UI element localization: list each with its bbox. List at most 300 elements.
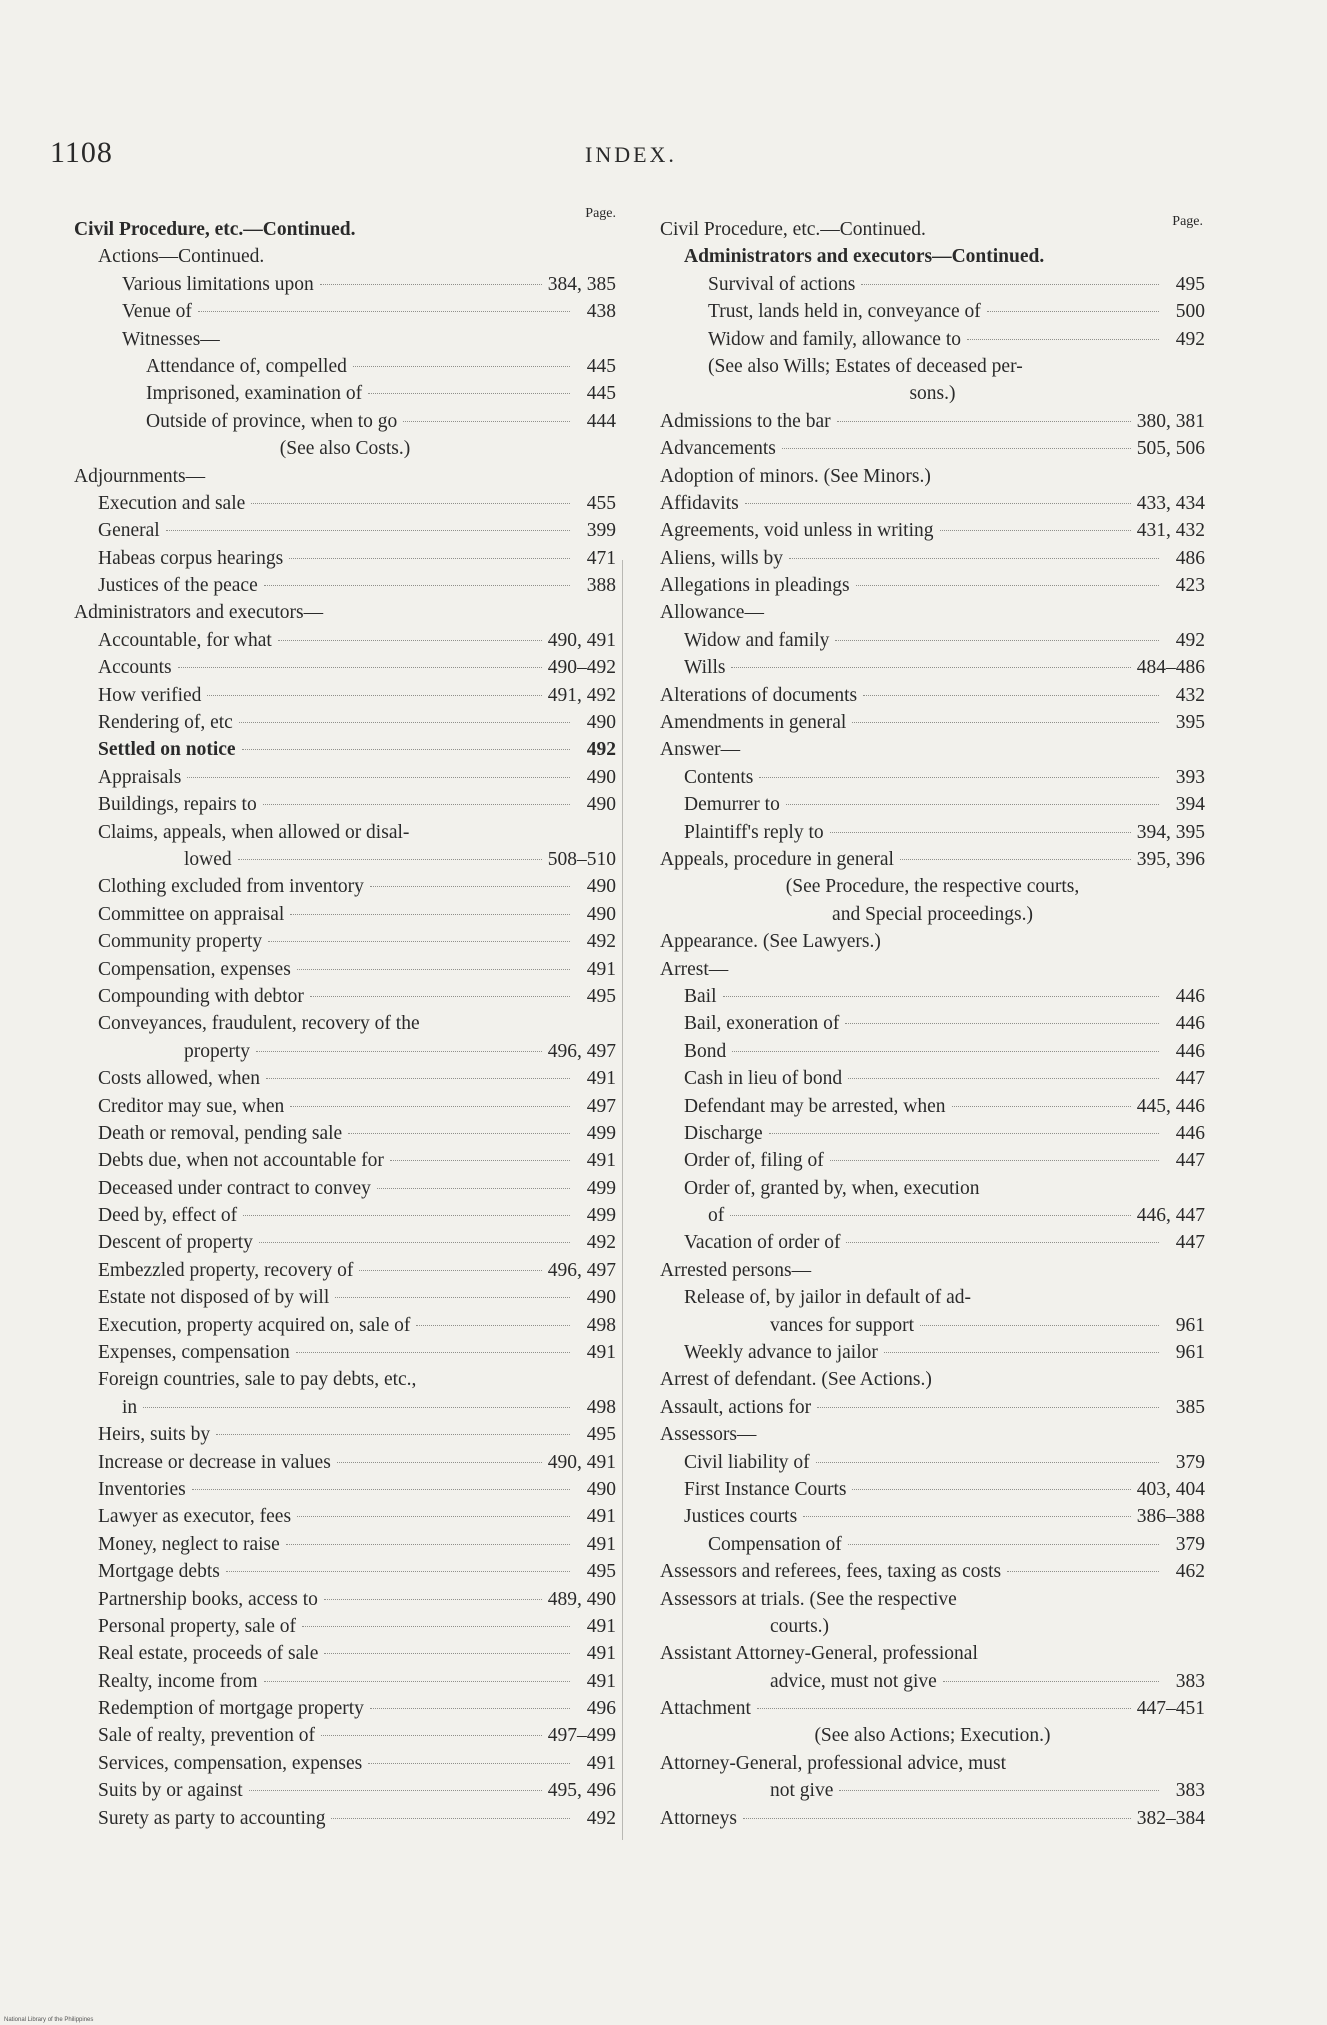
index-entry	[74, 1503, 616, 1530]
entry-text: Contents	[684, 766, 754, 788]
entry-page-ref: 491	[586, 1533, 616, 1555]
entry-page-ref: 447	[1175, 1068, 1205, 1090]
entry-page-ref: 490	[586, 1287, 616, 1309]
index-entry	[660, 1147, 1205, 1174]
index-entry	[74, 326, 616, 353]
entry-page-ref: 491, 492	[547, 684, 616, 706]
leader-dots	[967, 339, 1159, 340]
leader-dots	[1007, 1571, 1159, 1572]
entry-text: Assault, actions for	[660, 1396, 812, 1418]
entry-page-ref: 399	[586, 520, 616, 542]
index-entry	[74, 1476, 616, 1503]
entry-text: Assessors and referees, fees, taxing as costs	[660, 1561, 1002, 1583]
index-entry	[74, 1640, 616, 1667]
index-entry	[74, 846, 616, 873]
index-entry	[660, 1229, 1205, 1256]
entry-text: Order of, granted by, when, execution	[684, 1177, 980, 1199]
entry-text: of	[708, 1205, 725, 1227]
leader-dots	[743, 1818, 1131, 1819]
entry-text: Suits by or against	[98, 1780, 243, 1802]
index-entry	[660, 298, 1205, 325]
leader-dots	[321, 1735, 542, 1736]
index-entry	[74, 1175, 616, 1202]
index-entry	[74, 1284, 616, 1311]
leader-dots	[987, 311, 1159, 312]
leader-dots	[745, 503, 1131, 504]
running-head: INDEX.	[585, 142, 677, 167]
entry-page-ref: 490	[586, 712, 616, 734]
index-entry	[74, 901, 616, 928]
entry-text: Compensation of	[708, 1533, 842, 1555]
index-entry	[74, 463, 616, 490]
leader-dots	[852, 1489, 1130, 1490]
entry-page-ref: 498	[586, 1396, 616, 1418]
entry-page-ref: 433, 434	[1136, 492, 1205, 514]
entry-text: Personal property, sale of	[98, 1615, 297, 1637]
index-entry	[74, 873, 616, 900]
index-entry	[660, 1695, 1205, 1722]
index-entry	[660, 654, 1205, 681]
leader-dots	[242, 749, 570, 750]
leader-dots	[216, 1434, 570, 1435]
leader-dots	[837, 421, 1131, 422]
entry-text: not give	[770, 1780, 834, 1802]
leader-dots	[290, 1106, 570, 1107]
leader-dots	[368, 393, 570, 394]
index-entry	[74, 1120, 616, 1147]
index-entry	[660, 1586, 1205, 1613]
leader-dots	[782, 448, 1131, 449]
entry-page-ref: 490	[586, 903, 616, 925]
leader-dots	[730, 1215, 1131, 1216]
entry-page-ref: 403, 404	[1136, 1478, 1205, 1500]
index-entry	[660, 599, 1205, 626]
index-entry	[660, 1038, 1205, 1065]
entry-page-ref: 486	[1175, 547, 1205, 569]
index-entry	[660, 490, 1205, 517]
index-entry	[660, 545, 1205, 572]
leader-dots	[296, 1352, 570, 1353]
index-entry	[660, 1421, 1205, 1448]
entry-page-ref: 499	[586, 1177, 616, 1199]
index-entry	[660, 1750, 1205, 1777]
entry-page-ref: 491	[586, 1506, 616, 1528]
index-entry	[74, 764, 616, 791]
entry-text: Deceased under contract to convey	[98, 1177, 371, 1199]
entry-text: Execution and sale	[98, 492, 246, 514]
entry-text: Surety as party to accounting	[98, 1807, 326, 1829]
entry-page-ref: 447	[1175, 1150, 1205, 1172]
entry-text: Weekly advance to jailor	[684, 1342, 878, 1364]
leader-dots	[264, 585, 570, 586]
index-entry	[660, 1339, 1205, 1366]
entry-page-ref: 490	[586, 1478, 616, 1500]
leader-dots	[320, 284, 542, 285]
index-entry	[660, 983, 1205, 1010]
entry-text: Imprisoned, examination of	[146, 383, 363, 405]
leader-dots	[324, 1599, 542, 1600]
index-entry	[660, 1065, 1205, 1092]
entry-text: Redemption of mortgage property	[98, 1698, 364, 1720]
entry-page-ref: 492	[586, 1807, 616, 1829]
entry-text: Estate not disposed of by will	[98, 1287, 330, 1309]
entry-page-ref: 491	[586, 1342, 616, 1364]
index-entry	[74, 271, 616, 298]
entry-page-ref: 484–486	[1136, 657, 1205, 679]
entry-text: Allegations in pleadings	[660, 575, 850, 597]
entry-page-ref: 491	[586, 1150, 616, 1172]
entry-page-ref: 393	[1175, 766, 1205, 788]
index-entry	[660, 1668, 1205, 1695]
index-entry	[74, 709, 616, 736]
index-entry	[660, 1640, 1205, 1667]
entry-text: Mortgage debts	[98, 1561, 220, 1583]
index-entry	[74, 1421, 616, 1448]
index-entry	[660, 1558, 1205, 1585]
index-entry	[74, 353, 616, 380]
entry-text: Widow and family, allowance to	[708, 328, 961, 350]
leader-dots	[335, 1297, 570, 1298]
entry-text: Compensation, expenses	[98, 958, 291, 980]
index-entry	[660, 682, 1205, 709]
leader-dots	[757, 1708, 1131, 1709]
entry-text: Sale of realty, prevention of	[98, 1725, 315, 1747]
leader-dots	[166, 530, 570, 531]
index-entry	[660, 1722, 1205, 1749]
leader-dots	[266, 1078, 570, 1079]
entry-page-ref: 445, 446	[1136, 1095, 1205, 1117]
entry-text: Vacation of order of	[684, 1232, 841, 1254]
entry-text: Claims, appeals, when allowed or disal-	[98, 821, 410, 843]
index-entry	[74, 1586, 616, 1613]
leader-dots	[243, 1215, 570, 1216]
entry-page-ref: 490	[586, 876, 616, 898]
entry-page-ref: 492	[586, 739, 616, 761]
leader-dots	[769, 1133, 1159, 1134]
entry-text: Debts due, when not accountable for	[98, 1150, 384, 1172]
entry-page-ref: 394	[1175, 794, 1205, 816]
index-entry	[74, 736, 616, 763]
entry-page-ref: 492	[586, 1232, 616, 1254]
entry-page-ref: 497	[586, 1095, 616, 1117]
index-entry	[660, 243, 1205, 270]
index-entry	[660, 1202, 1205, 1229]
entry-page-ref: 423	[1175, 575, 1205, 597]
entry-text: Appraisals	[98, 766, 182, 788]
entry-text: Advancements	[660, 438, 776, 460]
entry-page-ref: 491	[586, 1752, 616, 1774]
entry-text: Committee on appraisal	[98, 903, 285, 925]
entry-text: How verified	[98, 684, 202, 706]
entry-text: Realty, income from	[98, 1670, 258, 1692]
index-entry	[660, 791, 1205, 818]
entry-text: Bail, exoneration of	[684, 1013, 840, 1035]
entry-page-ref: 383	[1175, 1670, 1205, 1692]
entry-page-ref: 446, 447	[1136, 1205, 1205, 1227]
index-entry	[660, 463, 1205, 490]
leader-dots	[803, 1516, 1131, 1517]
entry-text: (See also Wills; Estates of deceased per-	[708, 355, 1023, 377]
entry-text: lowed	[184, 848, 232, 870]
leader-dots	[786, 804, 1159, 805]
index-entry	[660, 326, 1205, 353]
entry-page-ref: 499	[586, 1205, 616, 1227]
index-entry	[660, 736, 1205, 763]
index-entry	[74, 216, 616, 243]
index-entry	[660, 1449, 1205, 1476]
leader-dots	[943, 1681, 1159, 1682]
entry-page-ref: 431, 432	[1136, 520, 1205, 542]
index-entry	[74, 791, 616, 818]
entry-page-ref: 490, 491	[547, 1451, 616, 1473]
index-entry	[74, 243, 616, 270]
leader-dots	[268, 941, 570, 942]
index-entry	[74, 1777, 616, 1804]
entry-text: General	[98, 520, 160, 542]
entry-page-ref: 491	[586, 1670, 616, 1692]
entry-page-ref: 447–451	[1136, 1698, 1205, 1720]
index-entry	[660, 1503, 1205, 1530]
leader-dots	[723, 996, 1160, 997]
entry-text: Community property	[98, 931, 263, 953]
index-entry	[74, 983, 616, 1010]
entry-page-ref: 380, 381	[1136, 410, 1205, 432]
leader-dots	[940, 530, 1131, 531]
entry-text: Arrest of defendant. (See Actions.)	[660, 1369, 932, 1391]
entry-page-ref: 445	[586, 383, 616, 405]
leader-dots	[839, 1790, 1159, 1791]
entry-text: Amendments in general	[660, 712, 847, 734]
entry-text: Arrested persons—	[660, 1259, 812, 1281]
index-entry	[660, 627, 1205, 654]
entry-page-ref: 388	[586, 575, 616, 597]
index-column-left	[74, 208, 616, 1832]
leader-dots	[817, 1407, 1159, 1408]
index-entry	[74, 1010, 616, 1037]
entry-text: Assistant Attorney-General, professional	[660, 1643, 978, 1665]
entry-text: Money, neglect to raise	[98, 1533, 280, 1555]
entry-page-ref: 455	[586, 492, 616, 514]
leader-dots	[900, 859, 1131, 860]
entry-page-ref: 496	[586, 1698, 616, 1720]
index-entry	[74, 435, 616, 462]
entry-page-ref: 491	[586, 1643, 616, 1665]
leader-dots	[289, 558, 570, 559]
leader-dots	[324, 1653, 570, 1654]
index-column-right	[660, 208, 1205, 1832]
index-entry	[74, 928, 616, 955]
index-entry	[74, 572, 616, 599]
index-entry	[74, 1695, 616, 1722]
index-entry	[74, 599, 616, 626]
leader-dots	[187, 777, 570, 778]
leader-dots	[403, 421, 570, 422]
entry-text: Heirs, suits by	[98, 1424, 211, 1446]
entry-text: Administrators and executors—Continued.	[684, 246, 1045, 268]
leader-dots	[863, 695, 1159, 696]
entry-page-ref: 496, 497	[547, 1259, 616, 1281]
entry-text: Descent of property	[98, 1232, 253, 1254]
entry-text: Civil liability of	[684, 1451, 810, 1473]
leader-dots	[856, 585, 1159, 586]
leader-dots	[390, 1160, 570, 1161]
entry-page-ref: 491	[586, 958, 616, 980]
entry-text: Bail	[684, 985, 717, 1007]
leader-dots	[263, 804, 570, 805]
entry-text: Accountable, for what	[98, 629, 272, 651]
entry-text: Survival of actions	[708, 273, 856, 295]
index-entry	[660, 1175, 1205, 1202]
entry-text: Settled on notice	[98, 739, 236, 761]
index-entry	[660, 408, 1205, 435]
entry-page-ref: 462	[1175, 1561, 1205, 1583]
index-entry	[660, 1805, 1205, 1832]
entry-page-ref: 490–492	[547, 657, 616, 679]
entry-page-ref: 447	[1175, 1232, 1205, 1254]
leader-dots	[310, 996, 570, 997]
leader-dots	[290, 914, 570, 915]
index-entry	[74, 819, 616, 846]
entry-text: Witnesses—	[122, 328, 220, 350]
entry-text: advice, must not give	[770, 1670, 937, 1692]
entry-text: Order of, filing of	[684, 1150, 824, 1172]
leader-dots	[331, 1818, 570, 1819]
index-entry	[74, 1339, 616, 1366]
index-entry	[660, 380, 1205, 407]
entry-page-ref: 490	[586, 766, 616, 788]
entry-text: Justices courts	[684, 1506, 798, 1528]
entry-text: courts.)	[770, 1615, 830, 1637]
leader-dots	[259, 1242, 570, 1243]
index-entry	[74, 1038, 616, 1065]
index-entry	[660, 764, 1205, 791]
index-entry	[660, 846, 1205, 873]
leader-dots	[178, 667, 542, 668]
entry-page-ref: 490	[586, 794, 616, 816]
entry-text: Attendance of, compelled	[146, 355, 347, 377]
leader-dots	[207, 695, 541, 696]
index-entry	[660, 901, 1205, 928]
page-column-label: Page.	[1172, 214, 1203, 229]
leader-dots	[830, 832, 1131, 833]
entry-page-ref: 446	[1175, 1013, 1205, 1035]
entry-text: Rendering of, etc	[98, 712, 233, 734]
entry-text: Attorney-General, professional advice, must	[660, 1752, 1007, 1774]
entry-text: sons.)	[909, 383, 956, 405]
entry-text: Discharge	[684, 1122, 763, 1144]
entry-page-ref: 961	[1175, 1314, 1205, 1336]
index-entry	[660, 1093, 1205, 1120]
index-entry	[74, 408, 616, 435]
leader-dots	[297, 1516, 570, 1517]
index-entry	[74, 298, 616, 325]
entry-page-ref: 444	[586, 410, 616, 432]
index-entry	[74, 1531, 616, 1558]
index-entry	[74, 1805, 616, 1832]
entry-text: Justices of the peace	[98, 575, 258, 597]
index-entry	[660, 1476, 1205, 1503]
index-entry	[74, 1093, 616, 1120]
entry-text: Attachment	[660, 1698, 751, 1720]
index-entry	[660, 572, 1205, 599]
entry-text: Costs allowed, when	[98, 1068, 260, 1090]
index-entry	[660, 1777, 1205, 1804]
entry-page-ref: 499	[586, 1122, 616, 1144]
entry-text: Release of, by jailor in default of ad-	[684, 1287, 971, 1309]
page-column-label: Page.	[585, 206, 616, 221]
entry-page-ref: 386–388	[1136, 1506, 1205, 1528]
entry-text: Compounding with debtor	[98, 985, 304, 1007]
index-entry	[660, 928, 1205, 955]
entry-page-ref: 496, 497	[547, 1040, 616, 1062]
leader-dots	[835, 640, 1159, 641]
entry-text: Appearance. (See Lawyers.)	[660, 931, 881, 953]
leader-dots	[226, 1571, 570, 1572]
entry-text: Civil Procedure, etc.—Continued.	[74, 219, 356, 240]
index-entry	[660, 1613, 1205, 1640]
leader-dots	[731, 667, 1130, 668]
index-entry	[660, 1120, 1205, 1147]
index-entry	[660, 435, 1205, 462]
entry-page-ref: 495	[586, 1561, 616, 1583]
entry-text: Increase or decrease in values	[98, 1451, 331, 1473]
entry-text: Foreign countries, sale to pay debts, etc.,	[98, 1369, 417, 1391]
leader-dots	[368, 1763, 570, 1764]
entry-page-ref: 382–384	[1136, 1807, 1205, 1829]
leader-dots	[848, 1078, 1159, 1079]
index-entry	[74, 380, 616, 407]
entry-text: Wills	[684, 657, 726, 679]
leader-dots	[759, 777, 1159, 778]
entry-text: (See also Actions; Execution.)	[814, 1725, 1051, 1747]
entry-text: Defendant may be arrested, when	[684, 1095, 946, 1117]
entry-page-ref: 383	[1175, 1780, 1205, 1802]
entry-page-ref: 471	[586, 547, 616, 569]
entry-text: Adjournments—	[74, 465, 206, 487]
leader-dots	[920, 1325, 1159, 1326]
index-entry	[660, 353, 1205, 380]
index-entry	[660, 1010, 1205, 1037]
entry-text: First Instance Courts	[684, 1478, 847, 1500]
entry-text: Various limitations upon	[122, 273, 314, 295]
index-entry	[660, 1531, 1205, 1558]
index-entry	[74, 1613, 616, 1640]
entry-text: Allowance—	[660, 602, 764, 624]
entry-text: in	[122, 1396, 138, 1418]
entry-page-ref: 495, 496	[547, 1780, 616, 1802]
leader-dots	[370, 1708, 570, 1709]
index-entry	[660, 873, 1205, 900]
index-entry	[74, 1312, 616, 1339]
entry-page-ref: 489, 490	[547, 1588, 616, 1610]
entry-page-ref: 446	[1175, 985, 1205, 1007]
entry-text: Answer—	[660, 739, 741, 761]
entry-page-ref: 492	[1175, 328, 1205, 350]
entry-text: Embezzled property, recovery of	[98, 1259, 354, 1281]
index-entry	[660, 1394, 1205, 1421]
leader-dots	[264, 1681, 570, 1682]
entry-page-ref: 432	[1175, 684, 1205, 706]
library-footer: National Library of the Philippines	[4, 2017, 94, 2023]
leader-dots	[852, 722, 1159, 723]
entry-page-ref: 500	[1175, 301, 1205, 323]
entry-page-ref: 385	[1175, 1396, 1205, 1418]
entry-text: Buildings, repairs to	[98, 794, 257, 816]
leader-dots	[861, 284, 1159, 285]
entry-page-ref: 395	[1175, 712, 1205, 734]
index-entry	[660, 956, 1205, 983]
entry-page-ref: 379	[1175, 1533, 1205, 1555]
